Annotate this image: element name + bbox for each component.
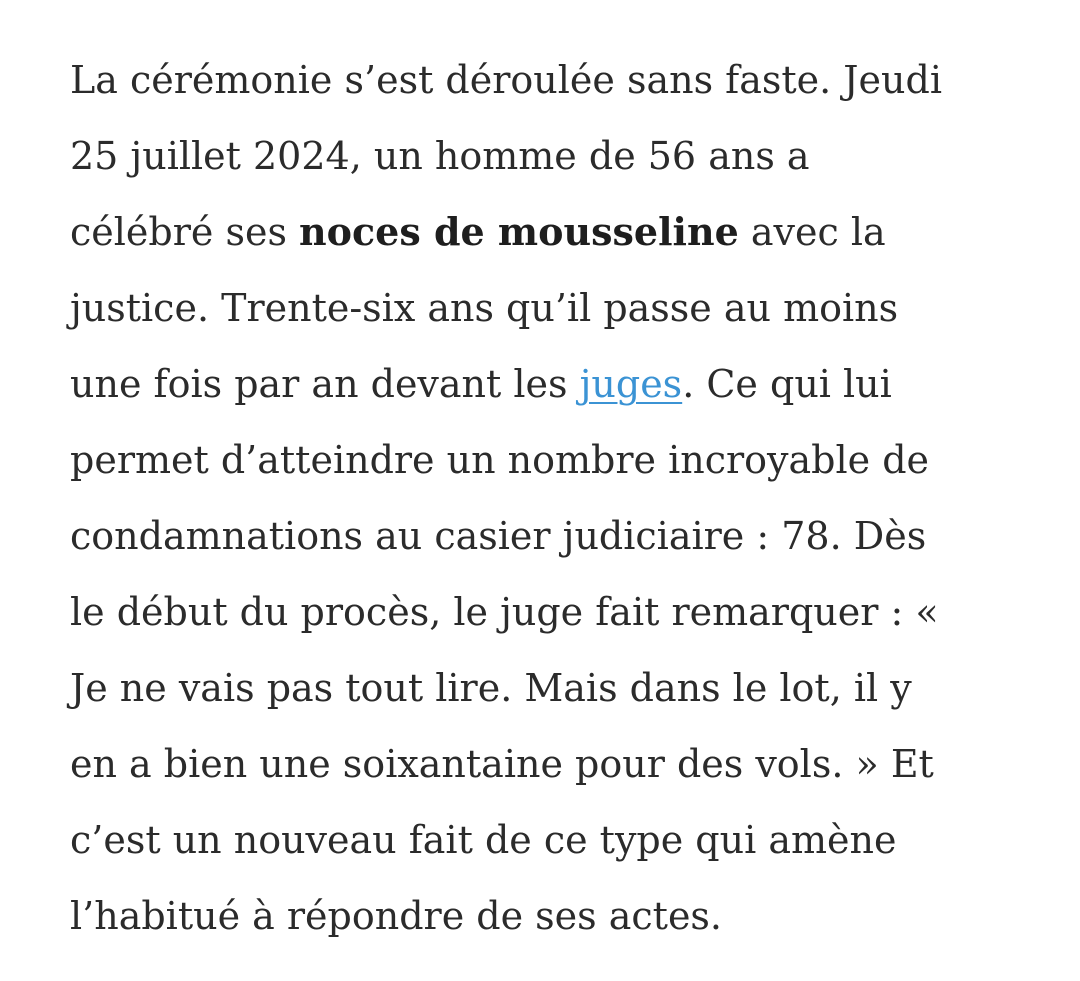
bold-phrase: noces de mousseline xyxy=(299,209,739,254)
paragraph-line-1: La cérémonie s’est déroulée sans faste. Jeudi xyxy=(70,58,942,102)
paragraph-line-7: condamnations au casier judiciaire : 78. Dès xyxy=(70,514,927,558)
article-body xyxy=(70,42,1020,954)
paragraph-line-9: Je ne vais pas tout lire. Mais dans le lot, il y xyxy=(70,666,912,710)
juges-link[interactable]: juges xyxy=(579,362,683,406)
paragraph-line-6: permet d’atteindre un nombre incroyable de xyxy=(70,438,930,482)
paragraph-line-12: l’habitué à répondre de ses actes. xyxy=(70,894,723,938)
line-text-before-bold: célébré ses xyxy=(70,210,300,254)
paragraph-line-10: en a bien une soixantaine pour des vols. » Et xyxy=(70,742,934,786)
paragraph-line-5 xyxy=(70,346,1020,422)
article-paragraph xyxy=(70,42,1020,954)
paragraph-line-11: c’est un nouveau fait de ce type qui amène xyxy=(70,818,897,862)
paragraph-line-4: justice. Trente-six ans qu’il passe au moins xyxy=(70,286,899,330)
paragraph-line-8: le début du procès, le juge fait remarquer : « xyxy=(70,590,939,634)
paragraph-line-3 xyxy=(70,194,1020,270)
line-text-after-link: . Ce qui lui xyxy=(682,362,892,406)
line-text-before-link: une fois par an devant les xyxy=(70,362,580,406)
line-text-after-bold: avec la xyxy=(738,210,886,254)
paragraph-line-2: 25 juillet 2024, un homme de 56 ans a xyxy=(70,134,810,178)
